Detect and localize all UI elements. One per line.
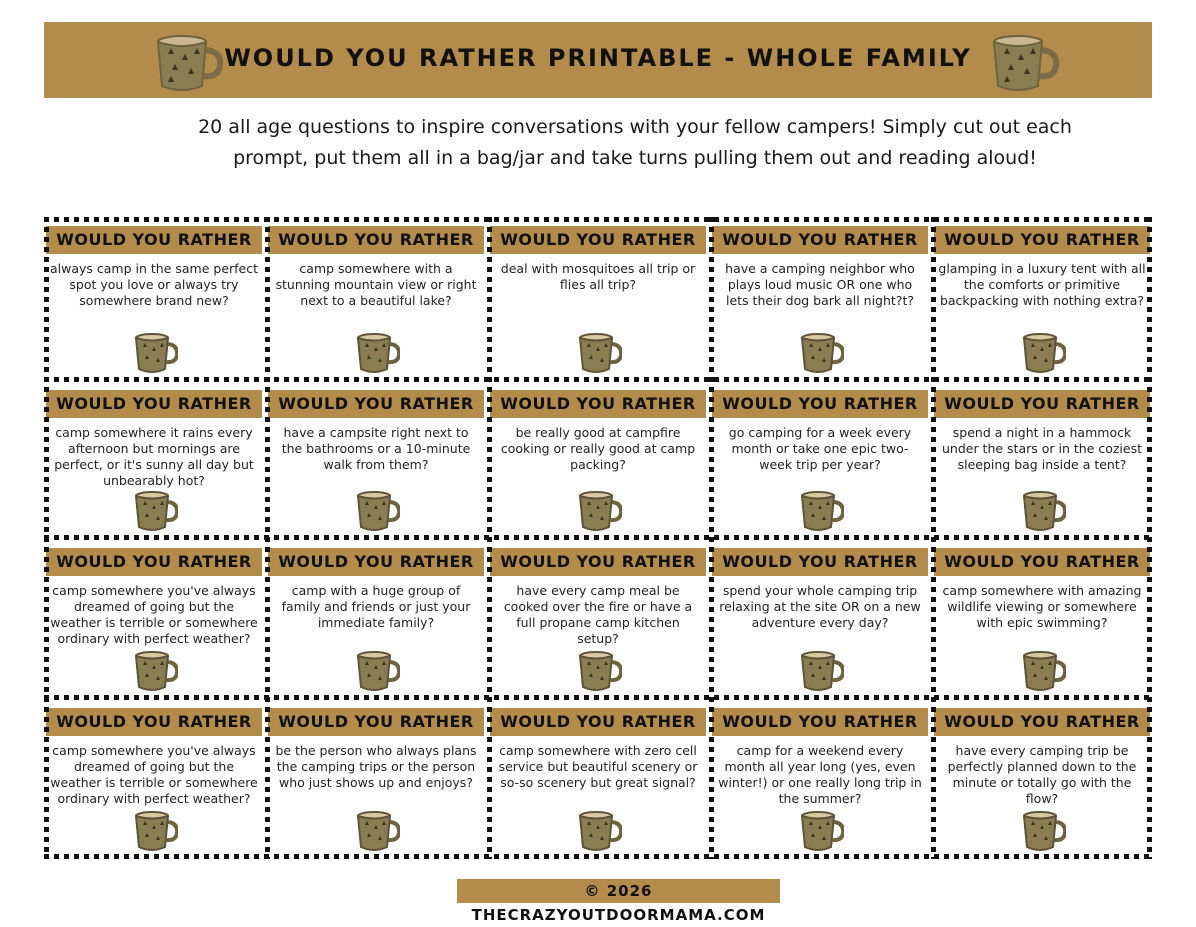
card-heading: WOULD YOU RATHER	[490, 708, 706, 736]
question-card	[710, 217, 930, 377]
question-card	[932, 217, 1152, 377]
card-question: have a camping neighbor who plays loud music OR one who lets their dog bark all night?t?	[725, 261, 915, 308]
mug-icon	[352, 489, 400, 533]
card-heading: WOULD YOU RATHER	[712, 708, 928, 736]
mug-icon	[984, 32, 1060, 98]
card-question: camp somewhere with zero cell service but beautiful scenery or so-so scenery but great signal?	[498, 743, 698, 790]
card-question: spend a night in a hammock under the stars or in the coziest sleeping bag inside a tent?	[941, 425, 1143, 472]
question-card	[932, 381, 1152, 535]
card-question: camp with a huge group of family and friends or just your immediate family?	[281, 583, 471, 630]
card-heading: WOULD YOU RATHER	[46, 708, 262, 736]
card-question: camp somewhere you've always dreamed of going but the weather is terrible or somewhere ordinary with perfect weather?	[50, 743, 258, 806]
mug-icon	[1018, 331, 1066, 375]
card-heading: WOULD YOU RATHER	[934, 390, 1150, 418]
card-question: camp somewhere with amazing wildlife viewing or somewhere with epic swimming?	[942, 583, 1142, 630]
card-question: be the person who always plans the camping trips or the person who just shows up and enjoys?	[275, 743, 477, 790]
cut-line-horizontal	[44, 217, 1152, 222]
mug-icon	[130, 649, 178, 693]
cut-line-horizontal	[44, 535, 1152, 540]
card-heading: WOULD YOU RATHER	[490, 390, 706, 418]
card-heading: WOULD YOU RATHER	[268, 390, 484, 418]
mug-icon	[130, 489, 178, 533]
card-grid	[44, 217, 1152, 859]
question-card	[44, 699, 264, 855]
mug-icon	[796, 489, 844, 533]
card-heading: WOULD YOU RATHER	[268, 548, 484, 576]
cut-line-horizontal	[44, 854, 1152, 859]
question-card	[710, 381, 930, 535]
question-card	[488, 539, 708, 695]
question-card	[710, 699, 930, 855]
card-heading: WOULD YOU RATHER	[712, 548, 928, 576]
mug-icon	[130, 331, 178, 375]
card-question: spend your whole camping trip relaxing at the site OR on a new adventure every day?	[719, 583, 921, 630]
intro-line-1: 20 all age questions to inspire conversations with your fellow campers! Simply cut out each	[198, 116, 1072, 138]
card-question: camp somewhere you've always dreamed of going but the weather is terrible or somewhere ordinary with perfect weather?	[50, 583, 258, 646]
mug-icon	[796, 331, 844, 375]
card-question: camp somewhere with a stunning mountain view or right next to a beautiful lake?	[275, 261, 477, 308]
question-card	[44, 217, 264, 377]
mug-icon	[574, 809, 622, 853]
mug-icon	[130, 809, 178, 853]
card-heading: WOULD YOU RATHER	[712, 390, 928, 418]
question-card	[488, 699, 708, 855]
question-card	[44, 539, 264, 695]
card-heading: WOULD YOU RATHER	[934, 708, 1150, 736]
cut-line-horizontal	[44, 695, 1152, 700]
mug-icon	[574, 489, 622, 533]
card-heading: WOULD YOU RATHER	[712, 226, 928, 254]
question-card	[710, 539, 930, 695]
card-question: camp for a weekend every month all year long (yes, even winter!) or one really long trip in the summer?	[718, 743, 922, 806]
card-question: camp somewhere it rains every afternoon but mornings are perfect, or it's sunny all day but unbearably hot?	[54, 425, 254, 488]
mug-icon	[574, 649, 622, 693]
question-card	[44, 381, 264, 535]
copyright-footer: © 2026 THECRAZYOUTDOORMAMA.COM	[457, 879, 780, 903]
mug-icon	[352, 649, 400, 693]
intro-text	[160, 112, 1110, 174]
mug-icon	[1018, 649, 1066, 693]
mug-icon	[1018, 809, 1066, 853]
card-question: have every camping trip be perfectly planned down to the minute or totally go with the flow?	[947, 743, 1137, 806]
cut-line-horizontal	[44, 377, 1152, 382]
card-heading: WOULD YOU RATHER	[46, 548, 262, 576]
title-banner	[44, 22, 1152, 98]
mug-icon	[352, 331, 400, 375]
card-heading: WOULD YOU RATHER	[490, 548, 706, 576]
mug-icon	[1018, 489, 1066, 533]
question-card	[266, 539, 486, 695]
card-heading: WOULD YOU RATHER	[268, 708, 484, 736]
card-heading: WOULD YOU RATHER	[46, 390, 262, 418]
question-card	[932, 539, 1152, 695]
question-card	[488, 217, 708, 377]
question-card	[266, 381, 486, 535]
page-title: WOULD YOU RATHER PRINTABLE - WHOLE FAMILY	[224, 44, 972, 72]
card-question: have every camp meal be cooked over the fire or have a full propane camp kitchen setup?	[503, 583, 693, 646]
card-heading: WOULD YOU RATHER	[268, 226, 484, 254]
card-question: be really good at campfire cooking or really good at camp packing?	[500, 425, 696, 472]
intro-line-2: prompt, put them all in a bag/jar and take turns pulling them out and reading aloud!	[233, 147, 1037, 169]
question-card	[266, 699, 486, 855]
card-heading: WOULD YOU RATHER	[46, 226, 262, 254]
mug-icon	[574, 331, 622, 375]
card-heading: WOULD YOU RATHER	[934, 226, 1150, 254]
question-card	[932, 699, 1152, 855]
card-question: have a campsite right next to the bathrooms or a 10-minute walk from them?	[281, 425, 471, 472]
mug-icon	[796, 809, 844, 853]
card-question: go camping for a week every month or take one epic two-week trip per year?	[728, 425, 912, 472]
card-question: deal with mosquitoes all trip or flies all trip?	[500, 261, 696, 292]
question-card	[488, 381, 708, 535]
mug-icon	[796, 649, 844, 693]
mug-icon	[352, 809, 400, 853]
card-question: always camp in the same perfect spot you love or always try somewhere brand new?	[50, 261, 259, 308]
question-card	[266, 217, 486, 377]
card-heading: WOULD YOU RATHER	[934, 548, 1150, 576]
card-question: glamping in a luxury tent with all the comforts or primitive backpacking with nothing extra?	[938, 261, 1146, 308]
card-heading: WOULD YOU RATHER	[490, 226, 706, 254]
